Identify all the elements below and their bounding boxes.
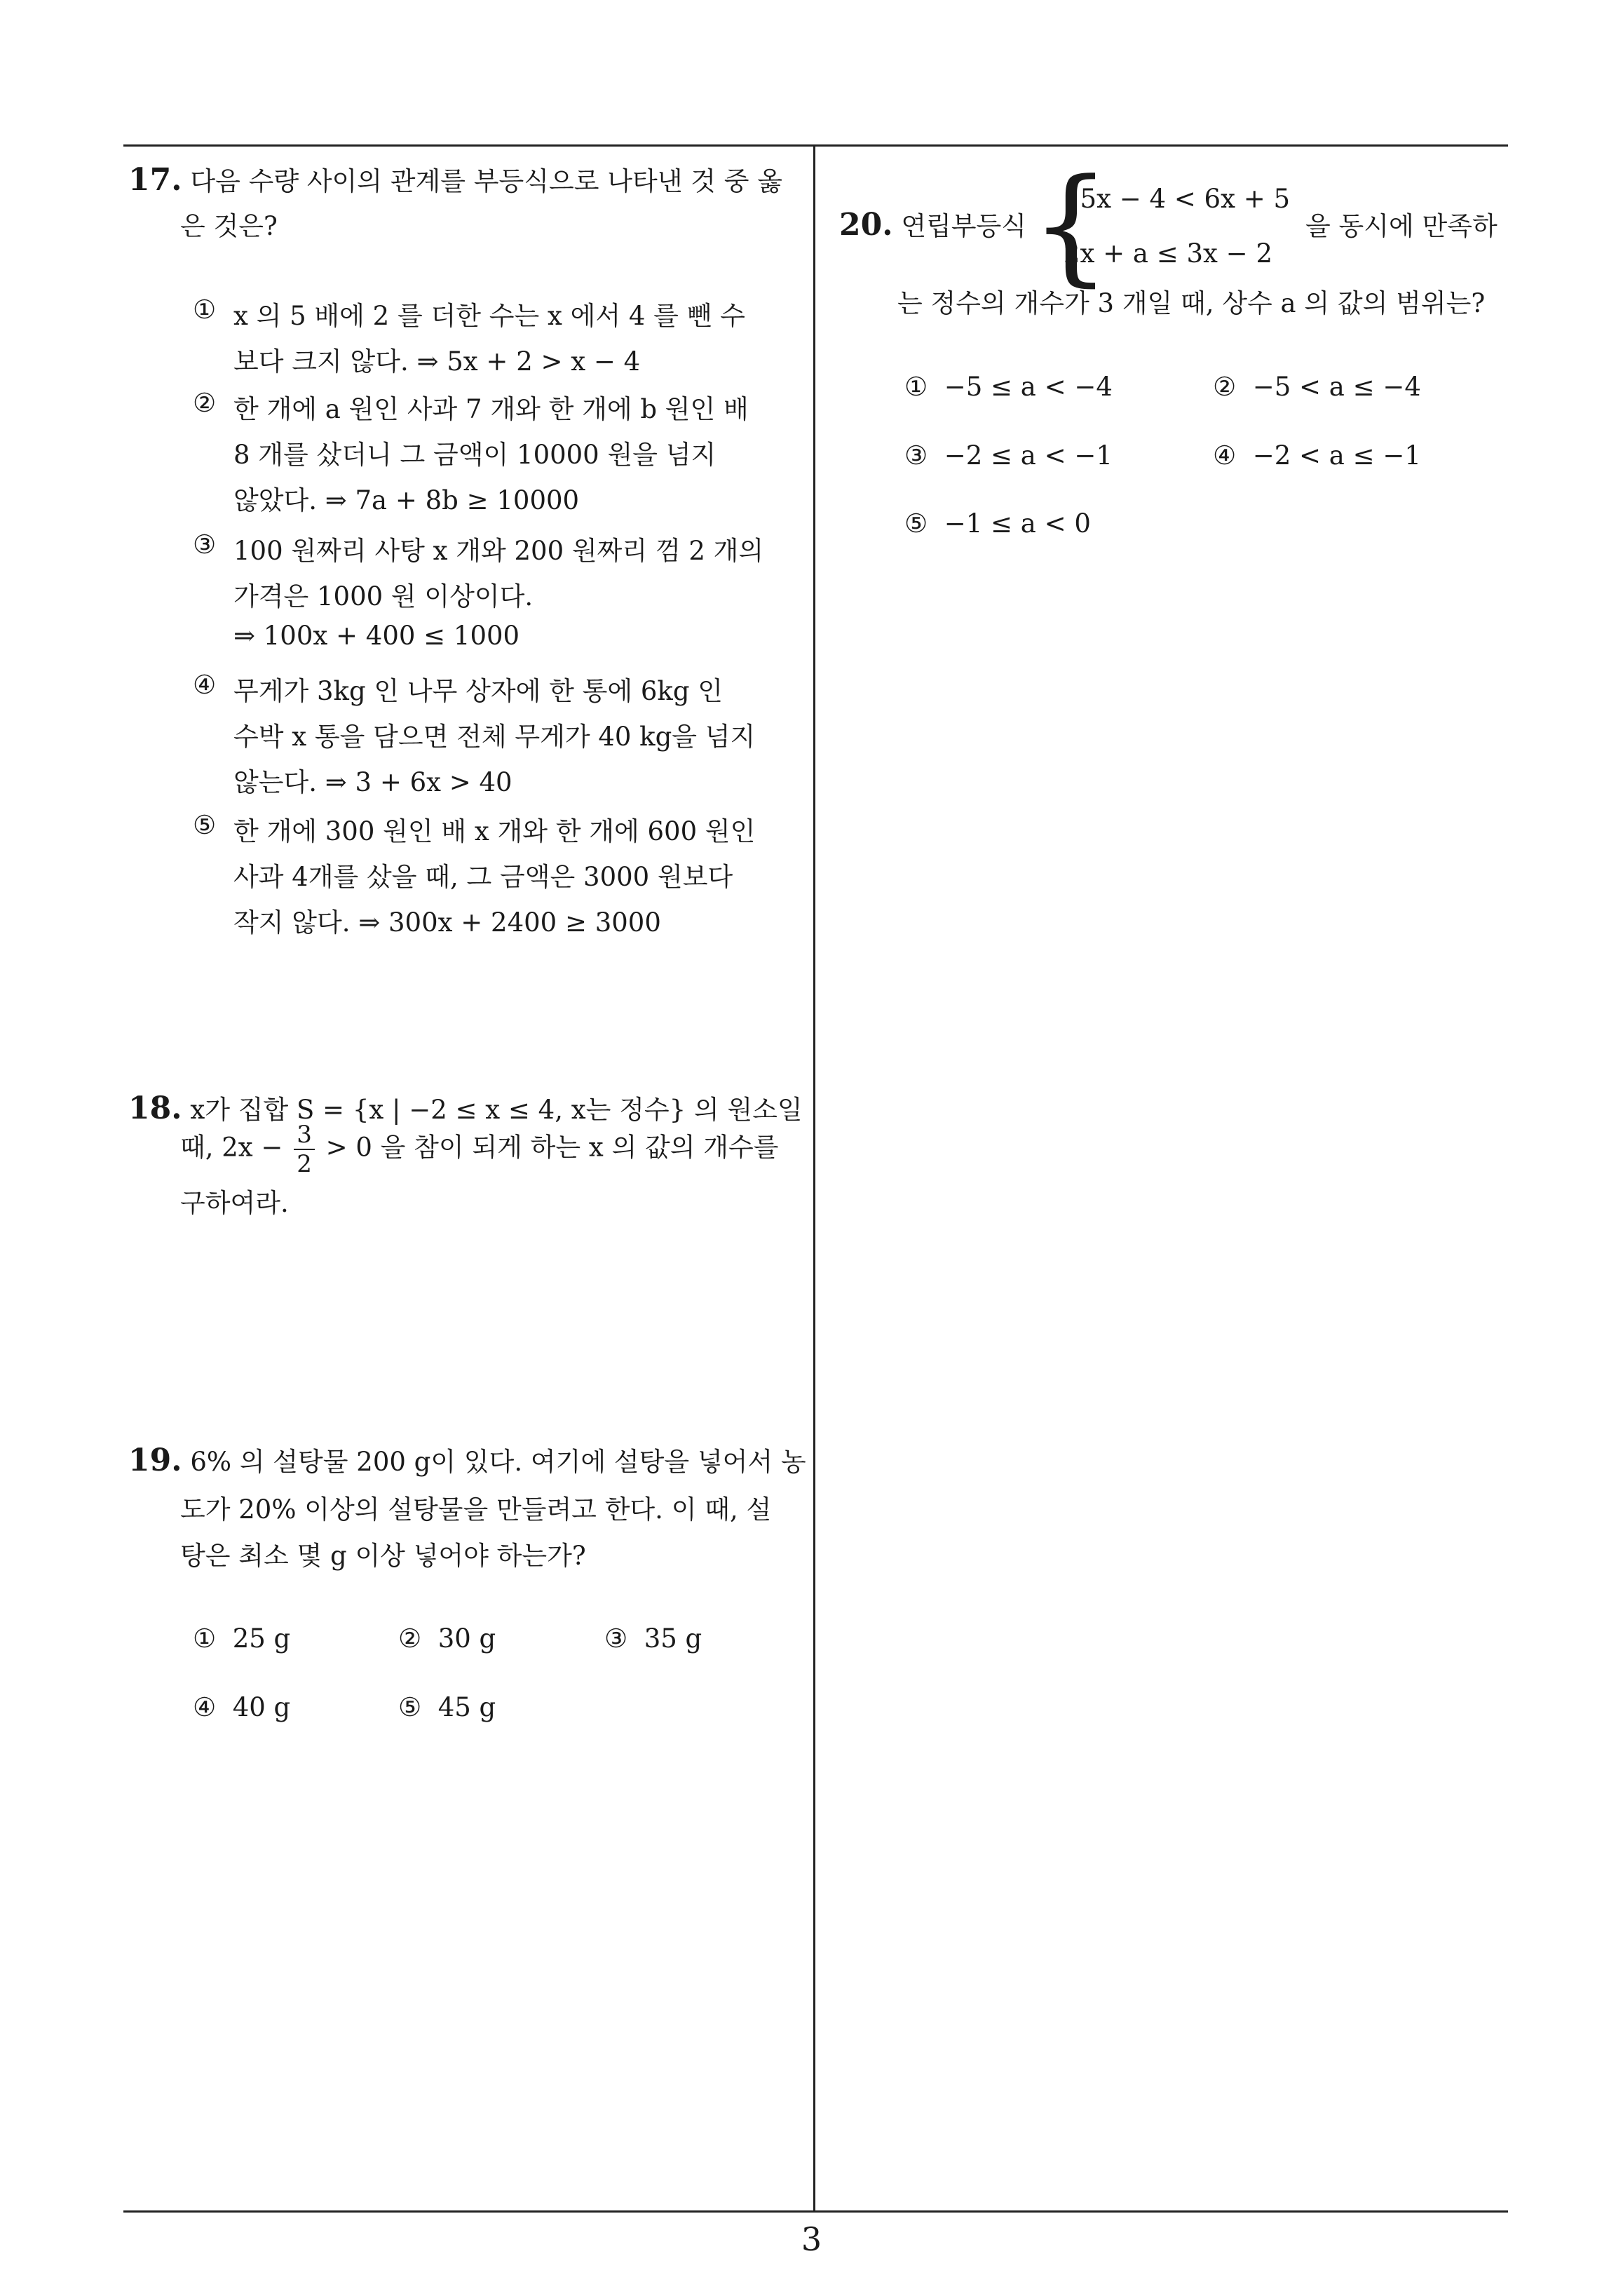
question-20-choice-3[interactable]: ③ −2 ≤ a < −1 xyxy=(904,440,1113,471)
question-20-line2: 는 정수의 개수가 3 개일 때, 상수 a 의 값의 범위는? xyxy=(897,288,1486,318)
question-19-choice-5[interactable]: ⑤ 45 g xyxy=(398,1692,496,1722)
question-20-tail: 을 동시에 만족하 xyxy=(1305,211,1498,241)
top-rule xyxy=(123,144,1508,147)
question-20-choice-1[interactable]: ① −5 ≤ a < −4 xyxy=(904,372,1113,402)
question-17-number: 17. xyxy=(128,162,182,198)
question-20-choice-5[interactable]: ⑤ −1 ≤ a < 0 xyxy=(904,508,1091,539)
bottom-rule xyxy=(123,2210,1508,2213)
column-divider xyxy=(813,144,815,2212)
question-18-number: 18. xyxy=(128,1090,182,1126)
question-20-lead: 20. 연립부등식 xyxy=(839,207,1027,243)
question-20-choice-4[interactable]: ④ −2 < a ≤ −1 xyxy=(1213,440,1421,471)
question-19-choice-3[interactable]: ③ 35 g xyxy=(604,1623,702,1654)
fraction-three-halves: $\frac{3}{2}$ xyxy=(294,1121,315,1178)
question-18-line1: 18. x가 집합 S = {x | −2 ≤ x ≤ 4, x는 정수} 의 원소일 xyxy=(128,1090,803,1126)
question-19-line2: 도가 20% 이상의 설탕물을 만들려고 한다. 이 때, 설 xyxy=(180,1494,772,1525)
system-brace: { xyxy=(1031,152,1111,299)
question-18-line2: 때, 2x − $\frac{3}{2}$ > 0 을 참이 되게 하는 x 의 값의 개수를 xyxy=(180,1121,779,1178)
question-19-choice-4[interactable]: ④ 40 g xyxy=(193,1692,291,1722)
question-19-number: 19. xyxy=(128,1443,182,1478)
inequality-1: 15x − 4 < 6x + 5 xyxy=(1064,184,1291,214)
question-17-stem-line1: 17. 다음 수량 사이의 관계를 부등식으로 나타낸 것 중 옳 xyxy=(128,162,782,198)
question-19-choice-1[interactable]: ① 25 g xyxy=(193,1623,291,1654)
question-19-line1: 19. 6% 의 설탕물 200 g이 있다. 여기에 설탕을 넣어서 농 xyxy=(128,1443,806,1478)
question-19-line3: 탕은 최소 몇 g 이상 넣어야 하는가? xyxy=(180,1541,586,1571)
question-20-number: 20. xyxy=(839,207,893,243)
inequality-2: 2x + a ≤ 3x − 2 xyxy=(1064,238,1272,269)
question-19-choice-2[interactable]: ② 30 g xyxy=(398,1623,496,1654)
question-18-line3: 구하여라. xyxy=(180,1188,289,1218)
page-number: 3 xyxy=(801,2220,822,2258)
question-20-choice-2[interactable]: ② −5 < a ≤ −4 xyxy=(1213,372,1421,402)
question-17-stem-line2: 은 것은? xyxy=(180,211,278,241)
